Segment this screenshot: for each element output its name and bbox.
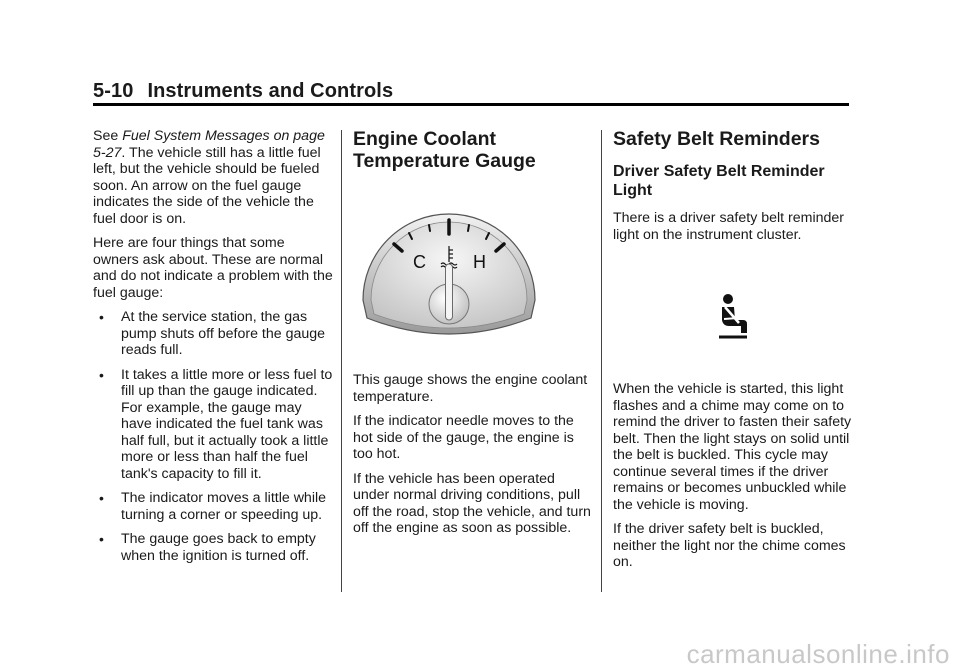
text: See (93, 128, 123, 144)
list-item-text: The gauge goes back to empty when the ignition is turned off. (121, 531, 316, 564)
cross-reference-link[interactable]: Fuel System Messages on page 5-27 (93, 128, 325, 161)
page-header (93, 80, 393, 103)
section-heading: Safety Belt Reminders (613, 128, 820, 150)
gauge-cold-label: C (413, 252, 426, 272)
seatbelt-reminder-icon (713, 293, 753, 339)
bullet-icon: • (99, 490, 104, 506)
coolant-temperature-gauge (349, 200, 549, 350)
list-item-text: The indicator moves a little while turning a corner or speeding up. (121, 490, 327, 523)
seatbelt-icon-container (613, 251, 853, 381)
paragraph: If the driver safety belt is buckled, neither the light nor the chime comes on. (613, 521, 846, 570)
bullet-list (93, 309, 333, 564)
subsection-heading: Driver Safety Belt Reminder Light (613, 163, 825, 199)
bullet-icon: • (99, 366, 104, 383)
gauge-needle (446, 264, 453, 320)
column-coolant-gauge (353, 128, 593, 545)
paragraph: Here are four things that some owners ask about. These are normal and do not indicate a problem with the fuel gauge: (93, 235, 333, 301)
column-fuel-gauge-notes (93, 128, 333, 572)
paragraph: If the indicator needle moves to the hot side of the gauge, the engine is too hot. (353, 413, 574, 462)
list-item (93, 490, 333, 523)
text: . The vehicle still has a little fuel left, but the vehicle should be fueled soon. An arrow on the fuel gauge indicates the side of the vehicle the fuel door is on. (93, 144, 321, 227)
paragraph: If the vehicle has been operated under normal driving conditions, pull off the road, stop the vehicle, and turn off the engine as soon as possible. (353, 470, 591, 536)
list-item (93, 367, 333, 483)
list-item (93, 309, 333, 359)
watermark: carmanualsonline.info (686, 639, 950, 669)
list-item (93, 531, 333, 564)
section-title: Instruments and Controls (147, 80, 394, 102)
section-heading: Engine Coolant Temperature Gauge (353, 128, 536, 172)
list-item-text: At the service station, the gas pump shuts off before the gauge reads full. (121, 309, 326, 358)
column-divider (601, 130, 602, 592)
list-item-text: It takes a little more or less fuel to fill up than the gauge indicated. For example, the gauge may have indicated the fuel tank was half full, but it actually took a little more or less than half the fuel tank's capacity to fill it. (121, 366, 333, 482)
paragraph: There is a driver safety belt reminder light on the instrument cluster. (613, 210, 845, 243)
paragraph (93, 128, 333, 227)
column-safety-belt (613, 128, 853, 579)
bullet-icon: • (99, 309, 104, 325)
bullet-icon: • (99, 531, 104, 547)
column-divider (341, 130, 342, 592)
paragraph: This gauge shows the engine coolant temperature. (353, 372, 588, 405)
header-rule (93, 103, 849, 106)
gauge-hot-label: H (473, 252, 486, 272)
paragraph: When the vehicle is started, this light flashes and a chime may come on to remind the driver to fasten their safety belt. Then the light stays on solid until the belt is buckled. This cycle may continue several times if the driver remains or becomes unbuckled while the vehicle is moving. (613, 381, 852, 513)
section-number: 5-10 (93, 80, 134, 102)
